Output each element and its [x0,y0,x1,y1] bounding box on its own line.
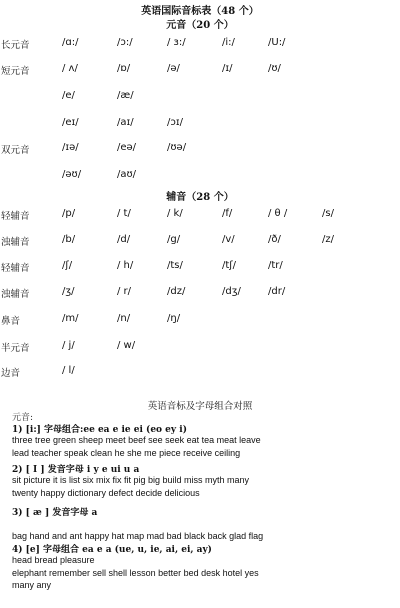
vowel-phoneme-cell: /aʊ/ [117,169,137,180]
vowel-label: 元音: [12,413,34,423]
consonant-phoneme-cell: /v/ [222,234,235,245]
section2-word-line: three tree green sheep meet beef see seek eat tea meat leave [12,435,261,445]
section2-item-heading: 3) [ æ ] 发音字母 a [12,508,98,518]
section2-item-heading: 1) [i:] 字母组合:ee ea e ie ei (eo ey i) [12,425,187,435]
consonant-phoneme-cell: /tʃ/ [222,260,237,271]
consonant-phoneme-cell: /dr/ [268,286,286,297]
consonant-phoneme-cell: /b/ [62,234,76,245]
section2-word-line: twenty happy dictionary defect decide delicious [12,487,200,498]
section2-word-line: lead teacher speak clean he she me piece receive ceiling [12,447,241,458]
consonant-phoneme-cell: /f/ [222,208,233,219]
vowel-row-label: 长元音 [1,40,30,51]
vowel-phoneme-cell: / ʌ/ [62,63,78,74]
vowel-row-label: 短元音 [1,66,30,77]
consonant-phoneme-cell: /s/ [322,208,334,219]
vowel-phoneme-cell: /ɔɪ/ [167,117,183,128]
section2-item-heading: 2) [ I ] 发音字母 i y e ui u a [12,465,140,475]
vowel-phoneme-cell: /i:/ [222,37,235,48]
consonant-phoneme-cell: / w/ [117,340,136,351]
section2-word-line: bag hand and ant happy hat map mad bad black back glad flag [12,530,264,541]
vowel-heading: 元音（20 个） [166,20,234,31]
consonant-phoneme-cell: /m/ [62,313,79,324]
consonant-phoneme-cell: / h/ [117,260,134,271]
consonant-row-label: 边音 [1,368,21,379]
consonant-heading: 辅音（28 个） [166,192,234,203]
consonant-phoneme-cell: /tr/ [268,260,283,271]
consonant-phoneme-cell: /ʒ/ [62,286,75,297]
vowel-phoneme-cell: /ɑ:/ [62,37,79,48]
consonant-row-label: 浊辅音 [1,289,30,300]
table-title: 英语国际音标表（48 个） [141,6,259,17]
vowel-phoneme-cell: /ɒ/ [117,63,131,74]
consonant-phoneme-cell: / l/ [62,365,75,376]
consonant-phoneme-cell: /ŋ/ [167,313,181,324]
vowel-phoneme-cell: /U:/ [268,37,286,48]
consonant-phoneme-cell: /p/ [62,208,76,219]
consonant-row-label: 半元音 [1,343,30,354]
vowel-phoneme-cell: /ɪ/ [222,63,233,74]
consonant-phoneme-cell: / θ / [268,208,288,219]
vowel-phoneme-cell: /æ/ [117,90,134,101]
consonant-row-label: 鼻音 [1,316,21,327]
consonant-phoneme-cell: / r/ [117,286,132,297]
vowel-phoneme-cell: /ə/ [167,63,180,74]
vowel-row-label: 双元音 [1,145,30,156]
consonant-phoneme-cell: /n/ [117,313,131,324]
consonant-phoneme-cell: /dʒ/ [222,286,241,297]
vowel-phoneme-cell: / ɜ:/ [167,37,186,48]
vowel-phoneme-cell: /ɔ:/ [117,37,133,48]
vowel-phoneme-cell: /əʊ/ [62,169,82,180]
consonant-phoneme-cell: /ʃ/ [62,260,73,271]
vowel-phoneme-cell: /e/ [62,90,75,101]
consonant-phoneme-cell: /ð/ [268,234,281,245]
section2-word-line: head bread pleasure [12,555,95,565]
section2-word-line: elephant remember sell shell lesson better bed desk hotel yes [12,567,259,578]
consonant-row-label: 轻辅音 [1,211,30,222]
section2-item-heading: 4) [e] 字母组合 ea e a (ue, u, ie, ai, ei, ay) [12,545,212,555]
consonant-row-label: 轻辅音 [1,263,30,274]
consonant-phoneme-cell: /g/ [167,234,181,245]
section2-title: 英语音标及字母组合对照 [147,401,253,412]
consonant-phoneme-cell: /d/ [117,234,131,245]
section2-word-line: sit picture it is list six mix fix fit pig big build miss myth many [12,475,250,485]
section2-word-line: many any [12,580,52,590]
vowel-phoneme-cell: /ʊ/ [268,63,281,74]
vowel-phoneme-cell: /eə/ [117,142,137,153]
consonant-phoneme-cell: /dz/ [167,286,186,297]
vowel-phoneme-cell: /eɪ/ [62,117,79,128]
consonant-phoneme-cell: / t/ [117,208,131,219]
consonant-phoneme-cell: / k/ [167,208,183,219]
vowel-phoneme-cell: /ɪə/ [62,142,79,153]
consonant-row-label: 浊辅音 [1,237,30,248]
vowel-phoneme-cell: /ʊə/ [167,142,187,153]
consonant-phoneme-cell: /ts/ [167,260,183,271]
consonant-phoneme-cell: / j/ [62,340,75,351]
vowel-phoneme-cell: /aɪ/ [117,117,134,128]
consonant-phoneme-cell: /z/ [322,234,334,245]
